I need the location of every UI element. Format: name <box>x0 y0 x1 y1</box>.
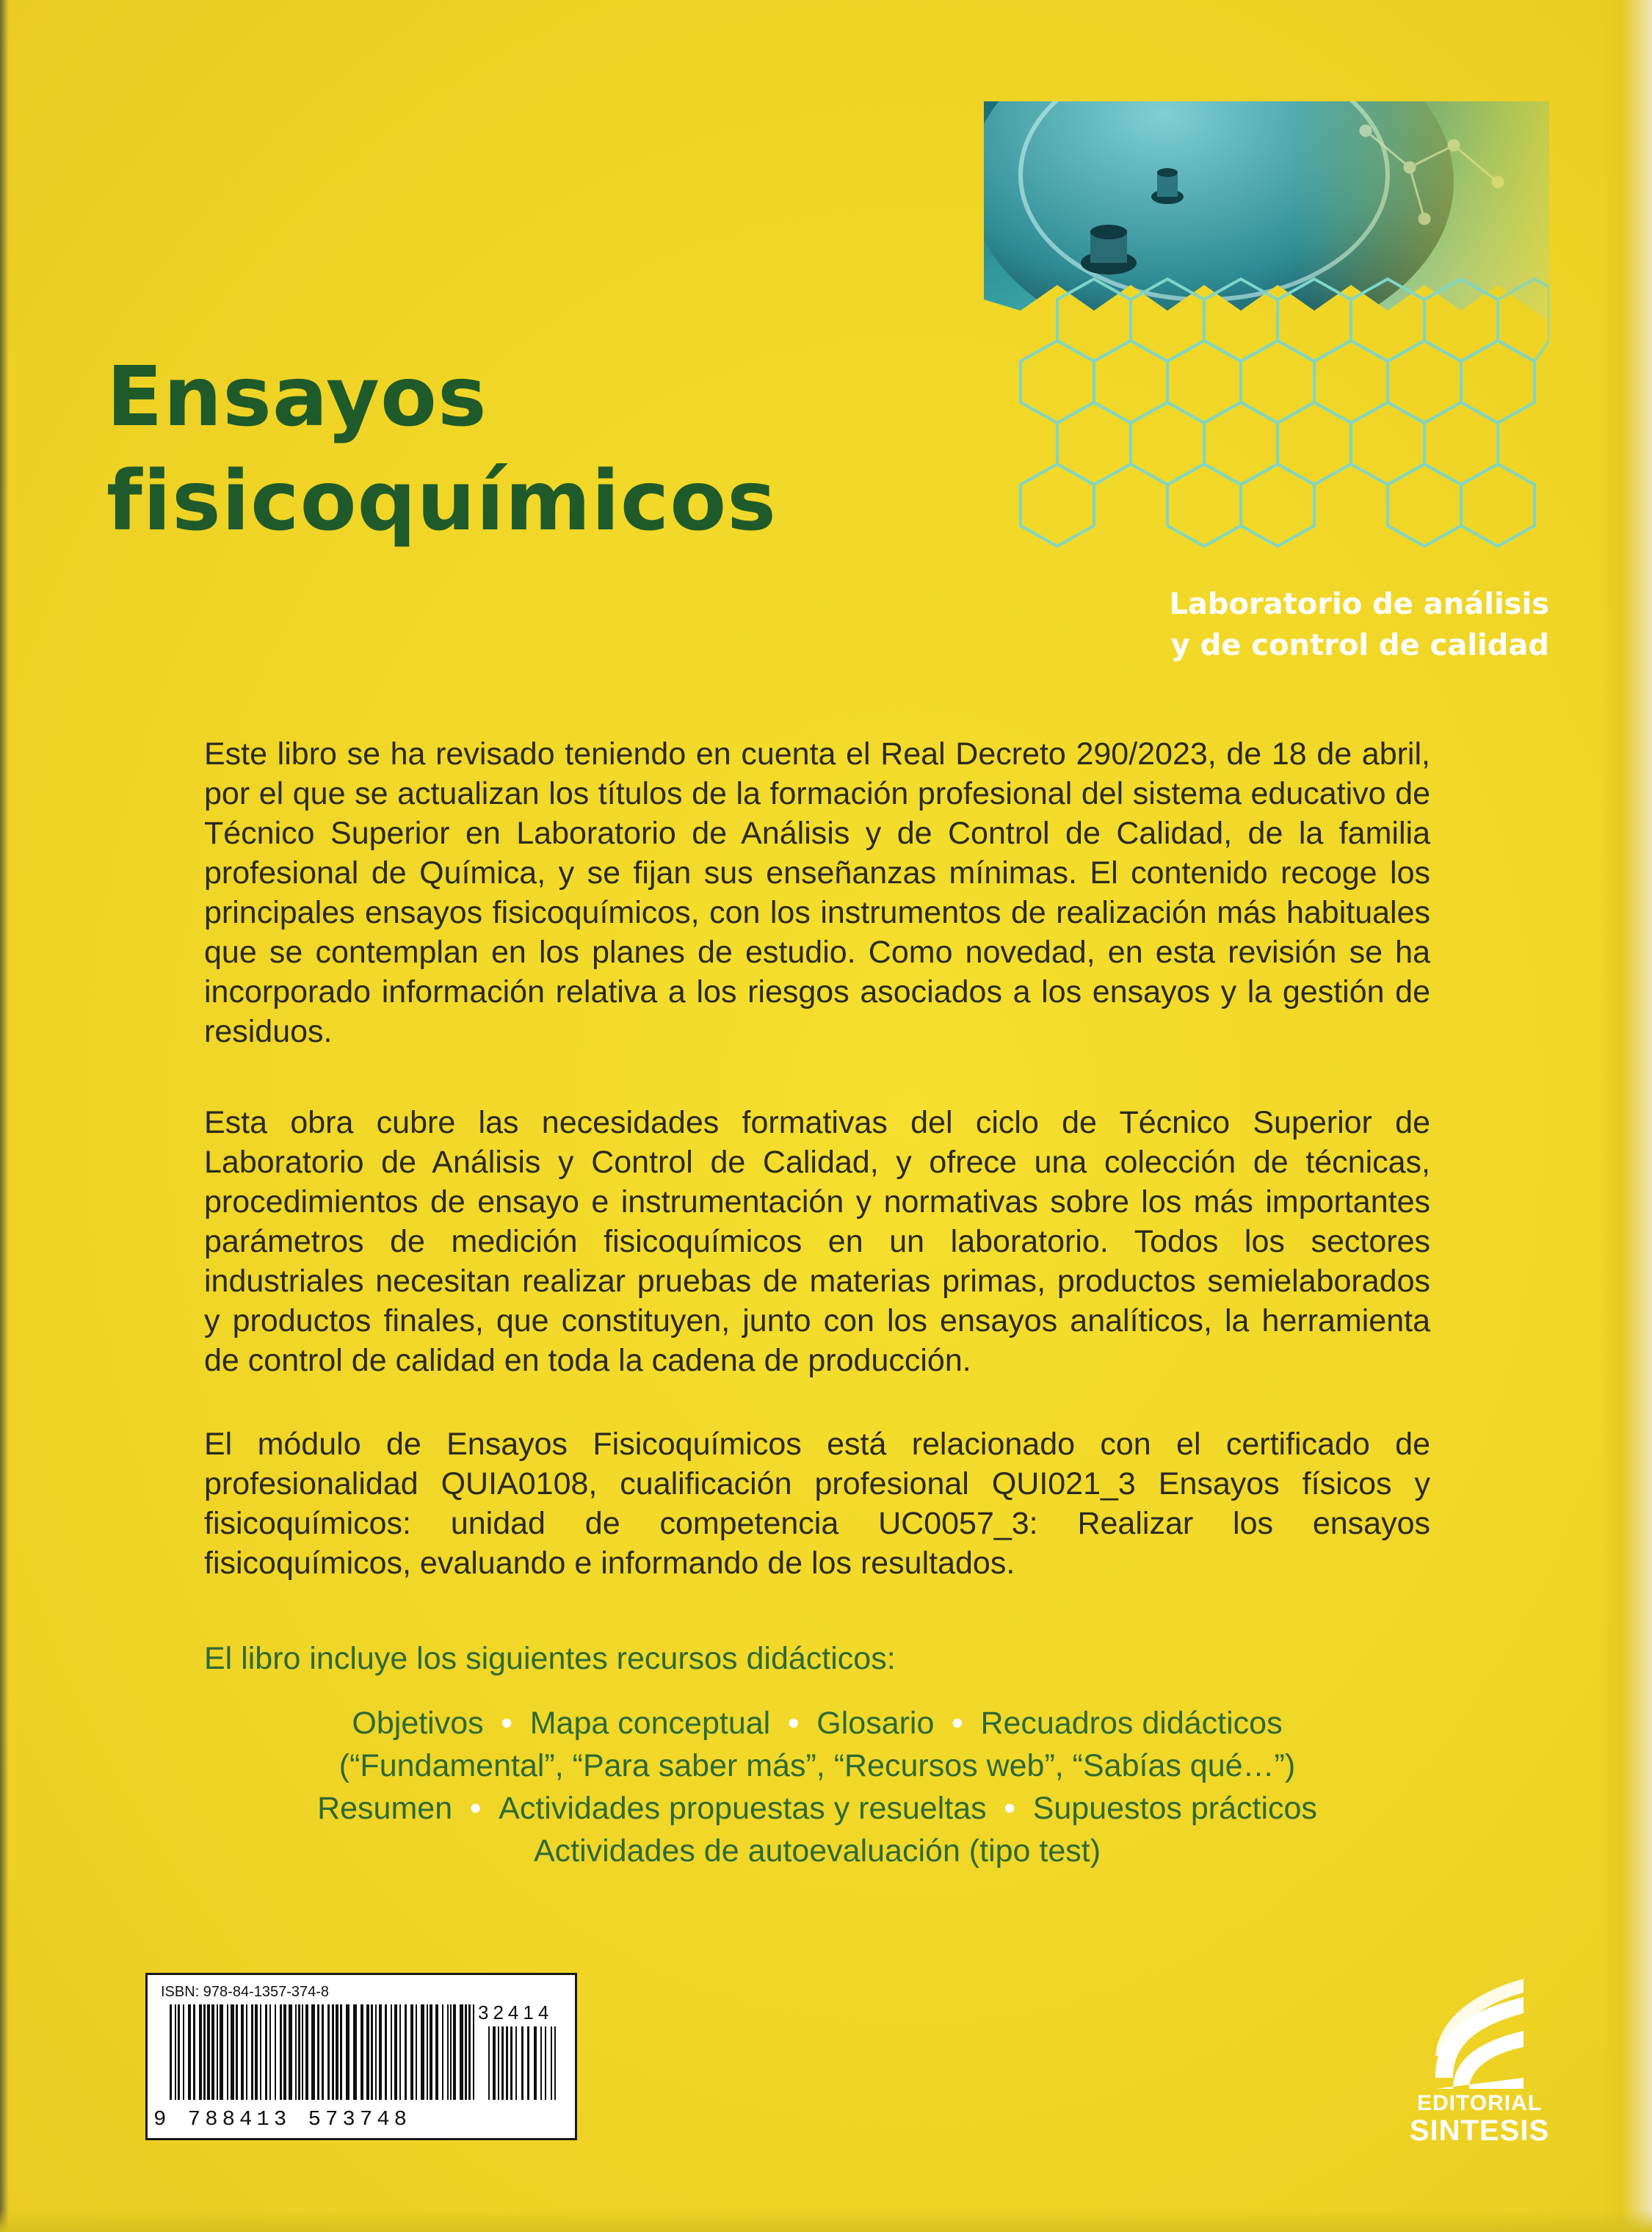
resources-line-4: Actividades de autoevaluación (tipo test) <box>533 1833 1101 1869</box>
barcode-ean-digits: 9 788413 573748 <box>153 2107 412 2131</box>
cover-bottom-edge <box>0 2210 1652 2232</box>
book-title <box>106 345 777 554</box>
cover-left-edge <box>0 0 9 2232</box>
resource-item: Recuadros didácticos <box>980 1706 1283 1741</box>
cover-right-edge <box>1601 0 1652 2232</box>
resource-item: Actividades propuestas y resueltas <box>499 1791 987 1826</box>
bullet-separator: • <box>1004 1791 1015 1826</box>
book-title-line2: fisicoquímicos <box>106 454 777 549</box>
cover-photo <box>984 101 1549 549</box>
publisher-name-line2: SINTESIS <box>1409 2115 1550 2147</box>
bullet-separator: • <box>501 1706 512 1741</box>
isbn-label: ISBN: 978-84-1357-374-8 <box>161 1984 330 2000</box>
bullet-separator: • <box>952 1706 963 1741</box>
book-subtitle-line2: y de control de calidad <box>1170 628 1549 662</box>
barcode-bars <box>165 2004 562 2107</box>
resources-line-2: (“Fundamental”, “Para saber más”, “Recursos web”, “Sabías qué…”) <box>338 1748 1296 1783</box>
book-subtitle-line1: Laboratorio de análisis <box>1169 587 1549 621</box>
resources-list <box>204 1702 1430 1872</box>
resources-line-3 <box>204 1787 1430 1830</box>
bullet-separator: • <box>470 1791 482 1826</box>
description-paragraph-3: El módulo de Ensayos Fisicoquímicos está relacionado con el certificado de profesionalidad QUIA0108, cualificación profesional QUI021_3 Ensayos físicos y fisicoquímicos: unidad de competencia UC0057_3: Realizar los ensayos fisicoquímicos, evaluando e informando de los resultados. <box>204 1427 1430 1581</box>
description-paragraph-1: Este libro se ha revisado teniendo en cuenta el Real Decreto 290/2023, de 18 de abril, por el que se actualizan los títulos de la formación profesional del sistema educativo de Técnico Superior en Laboratorio de Análisis y de Control de Calidad, de la familia profesional de Química, y se fijan sus enseñanzas mínimas. El contenido recoge los principales ensayos fisicoquímicos, con los instrumentos de realización más habituales que se contemplan en los planes de estudio. Como novedad, en esta revisión se ha incorporado información relativa a los riesgos asociados a los ensayos y la gestión de residuos. <box>204 736 1430 1049</box>
resources-intro: El libro incluye los siguientes recursos didácticos: <box>204 1641 896 1676</box>
resource-item: Objetivos <box>352 1706 484 1741</box>
book-title-line1: Ensayos <box>106 349 488 445</box>
resource-item: Mapa conceptual <box>529 1706 771 1741</box>
resource-item: Supuestos prácticos <box>1032 1791 1317 1826</box>
barcode-addon-digits: 32414 <box>478 2001 554 2023</box>
publisher-name-line1: EDITORIAL <box>1416 2091 1543 2115</box>
description-paragraph-2: Esta obra cubre las necesidades formativas del ciclo de Técnico Superior de Laboratorio de Análisis y Control de Calidad, y ofrece una colección de técnicas, procedimientos de ensayo e instrumentación y normativas sobre los más importantes parámetros de medición fisicoquímicos en un laboratorio. Todos los sectores industriales necesitan realizar pruebas de materias primas, productos semielaborados y productos finales, que constituyen, junto con los ensayos analíticos, la herramienta de control de calidad en toda la cadena de producción. <box>204 1105 1430 1378</box>
resource-item: Glosario <box>816 1706 935 1741</box>
bullet-separator: • <box>788 1706 800 1741</box>
isbn-barcode <box>145 1973 577 2140</box>
resource-item: Resumen <box>317 1791 453 1826</box>
resources-line-1 <box>204 1702 1430 1744</box>
book-subtitle <box>1035 584 1549 666</box>
